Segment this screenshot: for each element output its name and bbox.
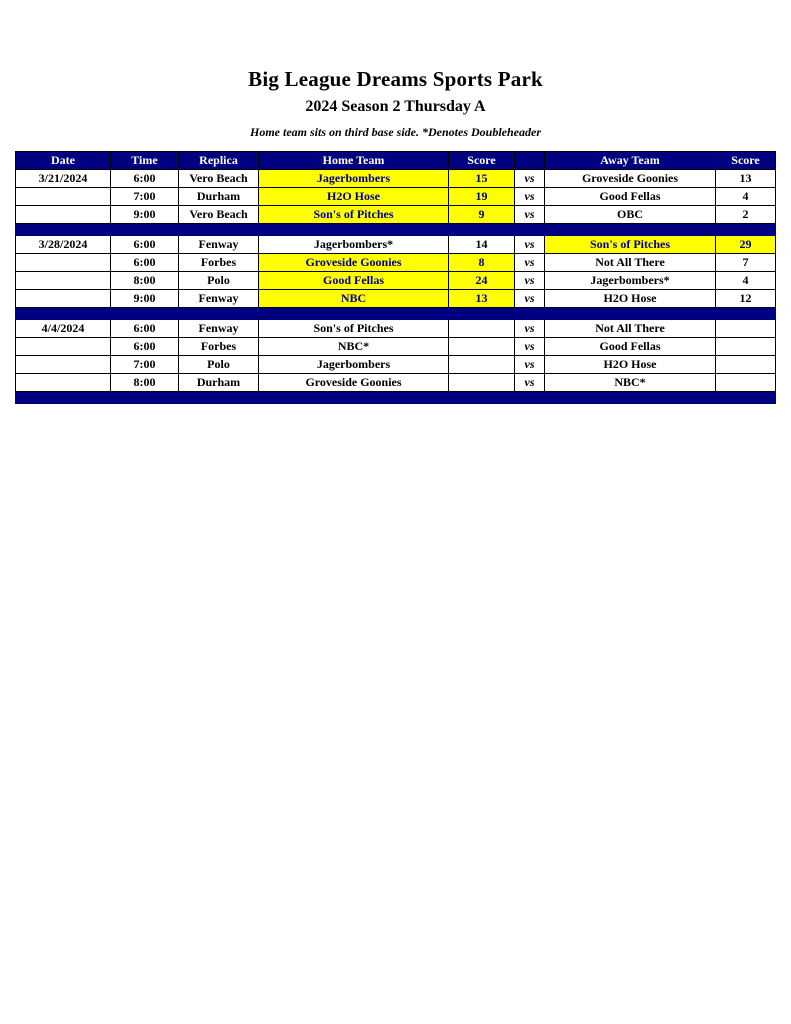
cell-date — [16, 188, 111, 206]
divider-cell — [16, 308, 776, 320]
cell-replica: Vero Beach — [179, 206, 259, 224]
cell-home-score: 24 — [449, 272, 515, 290]
cell-date — [16, 254, 111, 272]
table-row — [16, 170, 776, 188]
cell-away-score: 12 — [716, 290, 776, 308]
cell-time: 8:00 — [111, 272, 179, 290]
cell-time: 8:00 — [111, 374, 179, 392]
cell-time: 6:00 — [111, 254, 179, 272]
cell-away-score: 7 — [716, 254, 776, 272]
column-header-time: Time — [111, 152, 179, 170]
page-subtitle: 2024 Season 2 Thursday A — [305, 98, 486, 116]
cell-time: 6:00 — [111, 320, 179, 338]
cell-date — [16, 272, 111, 290]
cell-away-team: NBC* — [545, 374, 716, 392]
cell-away-team: Good Fellas — [545, 338, 716, 356]
cell-away-score: 4 — [716, 272, 776, 290]
cell-home-score: 9 — [449, 206, 515, 224]
column-header-date: Date — [16, 152, 111, 170]
cell-home-team: Groveside Goonies — [259, 254, 449, 272]
cell-home-team: Son's of Pitches — [259, 206, 449, 224]
table-body — [16, 170, 776, 404]
cell-home-score: 19 — [449, 188, 515, 206]
cell-vs-label: vs — [515, 356, 545, 374]
table-row — [16, 188, 776, 206]
cell-vs-label: vs — [515, 170, 545, 188]
cell-date — [16, 290, 111, 308]
table-row — [16, 290, 776, 308]
cell-away-team: Groveside Goonies — [545, 170, 716, 188]
cell-vs-label: vs — [515, 236, 545, 254]
cell-home-score — [449, 374, 515, 392]
cell-date: 3/28/2024 — [16, 236, 111, 254]
table-row — [16, 356, 776, 374]
column-header-replica: Replica — [179, 152, 259, 170]
table-section-divider — [16, 224, 776, 236]
cell-date — [16, 356, 111, 374]
table-row — [16, 236, 776, 254]
cell-vs-label: vs — [515, 206, 545, 224]
cell-home-score: 13 — [449, 290, 515, 308]
cell-home-team: NBC — [259, 290, 449, 308]
cell-home-team: Jagerbombers — [259, 356, 449, 374]
cell-away-team: Son's of Pitches — [545, 236, 716, 254]
cell-vs-label: vs — [515, 320, 545, 338]
cell-time: 7:00 — [111, 356, 179, 374]
cell-home-score — [449, 338, 515, 356]
cell-replica: Fenway — [179, 290, 259, 308]
divider-cell — [16, 224, 776, 236]
cell-home-team: Jagerbombers — [259, 170, 449, 188]
cell-away-team: OBC — [545, 206, 716, 224]
cell-away-score: 29 — [716, 236, 776, 254]
table-header-row — [16, 152, 776, 170]
table-section-divider — [16, 308, 776, 320]
cell-date — [16, 338, 111, 356]
cell-home-team: Son's of Pitches — [259, 320, 449, 338]
cell-replica: Polo — [179, 356, 259, 374]
cell-away-team: Jagerbombers* — [545, 272, 716, 290]
column-header-home-team: Home Team — [259, 152, 449, 170]
cell-vs-label: vs — [515, 272, 545, 290]
cell-away-score — [716, 374, 776, 392]
header-note: Home team sits on third base side. *Denotes Doubleheader — [250, 125, 541, 140]
cell-home-team: Jagerbombers* — [259, 236, 449, 254]
cell-replica: Forbes — [179, 254, 259, 272]
table-row — [16, 338, 776, 356]
cell-away-team: Not All There — [545, 320, 716, 338]
cell-replica: Vero Beach — [179, 170, 259, 188]
cell-time: 6:00 — [111, 338, 179, 356]
cell-vs-label: vs — [515, 290, 545, 308]
cell-replica: Forbes — [179, 338, 259, 356]
cell-away-team: Not All There — [545, 254, 716, 272]
cell-home-team: Good Fellas — [259, 272, 449, 290]
cell-date: 4/4/2024 — [16, 320, 111, 338]
cell-home-score: 8 — [449, 254, 515, 272]
cell-date — [16, 206, 111, 224]
cell-time: 9:00 — [111, 206, 179, 224]
cell-replica: Fenway — [179, 236, 259, 254]
cell-time: 6:00 — [111, 236, 179, 254]
table-row — [16, 374, 776, 392]
cell-home-team: H2O Hose — [259, 188, 449, 206]
table-row — [16, 254, 776, 272]
column-header-away-team: Away Team — [545, 152, 716, 170]
cell-time: 6:00 — [111, 170, 179, 188]
cell-replica: Fenway — [179, 320, 259, 338]
cell-home-score — [449, 356, 515, 374]
column-header-away-score: Score — [716, 152, 776, 170]
page-title: Big League Dreams Sports Park — [248, 67, 543, 91]
cell-replica: Durham — [179, 188, 259, 206]
table-row — [16, 206, 776, 224]
column-header-home-score: Score — [449, 152, 515, 170]
table-row — [16, 320, 776, 338]
cell-home-team: Groveside Goonies — [259, 374, 449, 392]
cell-away-team: H2O Hose — [545, 290, 716, 308]
cell-away-team: H2O Hose — [545, 356, 716, 374]
table-row — [16, 272, 776, 290]
cell-replica: Durham — [179, 374, 259, 392]
cell-away-team: Good Fellas — [545, 188, 716, 206]
cell-away-score: 13 — [716, 170, 776, 188]
cell-away-score — [716, 320, 776, 338]
column-header-vs — [515, 152, 545, 170]
divider-cell — [16, 392, 776, 404]
cell-home-team: NBC* — [259, 338, 449, 356]
cell-away-score — [716, 356, 776, 374]
cell-vs-label: vs — [515, 254, 545, 272]
cell-vs-label: vs — [515, 188, 545, 206]
cell-home-score: 15 — [449, 170, 515, 188]
cell-replica: Polo — [179, 272, 259, 290]
cell-away-score: 2 — [716, 206, 776, 224]
cell-home-score — [449, 320, 515, 338]
schedule-table — [15, 151, 776, 404]
cell-vs-label: vs — [515, 374, 545, 392]
table-section-divider — [16, 392, 776, 404]
cell-date — [16, 374, 111, 392]
cell-away-score: 4 — [716, 188, 776, 206]
cell-time: 7:00 — [111, 188, 179, 206]
cell-vs-label: vs — [515, 338, 545, 356]
cell-away-score — [716, 338, 776, 356]
cell-home-score: 14 — [449, 236, 515, 254]
cell-date: 3/21/2024 — [16, 170, 111, 188]
cell-time: 9:00 — [111, 290, 179, 308]
document-header — [0, 0, 791, 140]
